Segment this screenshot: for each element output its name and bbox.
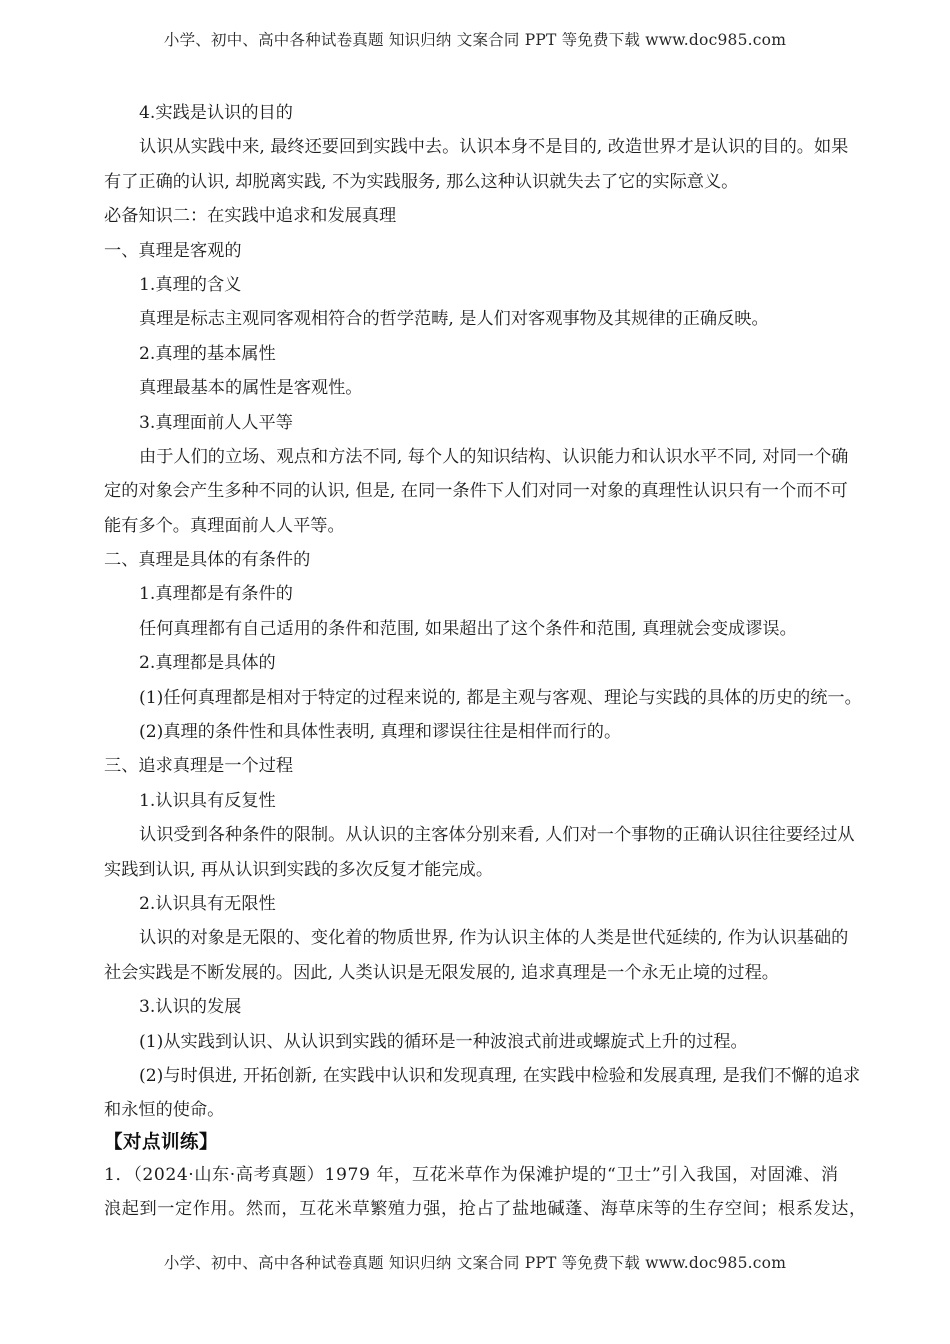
- body-line: 任何真理都有自己适用的条件和范围, 如果超出了这个条件和范围, 真理就会变成谬误。: [139, 618, 797, 639]
- body-line: 社会实践是不断发展的。因此, 人类认识是无限发展的, 追求真理是一个永无止境的过程。: [104, 962, 779, 983]
- body-line: 三、追求真理是一个过程: [104, 756, 294, 777]
- body-line: 真理是标志主观同客观相符合的哲学范畴, 是人们对客观事物及其规律的正确反映。: [139, 309, 769, 330]
- body-line: 1.真理都是有条件的: [139, 584, 293, 605]
- body-line: 二、真理是具体的有条件的: [104, 550, 311, 571]
- body-line: (2)真理的条件性和具体性表明, 真理和谬误往往是相伴而行的。: [139, 722, 622, 743]
- body-line: 真理最基本的属性是客观性。: [139, 378, 363, 399]
- body-line: 3.认识的发展: [139, 997, 242, 1018]
- body-line: 必备知识二：在实践中追求和发展真理: [104, 206, 397, 227]
- body-line: 认识受到各种条件的限制。从认识的主客体分别来看, 人们对一个事物的正确认识往往要经过从: [139, 825, 855, 846]
- question-line: 1．（2024·山东·高考真题）1979 年，互花米草作为保滩护堤的“卫士”引入我国，对固滩、消: [104, 1164, 839, 1185]
- drill-section-heading: 【对点训练】: [104, 1131, 219, 1153]
- document-body: [104, 96, 867, 1227]
- body-line: 实践到认识, 再从认识到实践的多次反复才能完成。: [104, 859, 494, 880]
- body-line: 4.实践是认识的目的: [139, 103, 293, 123]
- body-line: 2.认识具有无限性: [139, 893, 276, 914]
- body-line: 能有多个。真理面前人人平等。: [104, 515, 345, 536]
- body-line: 认识从实践中来, 最终还要回到实践中去。认识本身不是目的, 改造世界才是认识的目的。如果: [139, 137, 849, 158]
- body-line: 3.真理面前人人平等: [139, 412, 293, 433]
- body-line: (1)任何真理都是相对于特定的过程来说的, 都是主观与客观、理论与实践的具体的历史的统一。: [139, 687, 862, 708]
- body-line: 1.真理的含义: [139, 274, 242, 295]
- body-line: 认识的对象是无限的、变化着的物质世界, 作为认识主体的人类是世代延续的, 作为认识基础的: [139, 928, 849, 949]
- running-foot: 小学、初中、高中各种试卷真题 知识归纳 文案合同 PPT 等免费下载 www.doc985.com: [163, 1254, 787, 1272]
- body-line: 1.认识具有反复性: [139, 790, 276, 811]
- body-line: 一、真理是客观的: [104, 240, 242, 261]
- body-line: 由于人们的立场、观点和方法不同, 每个人的知识结构、认识能力和认识水平不同, 对同一个确: [139, 446, 849, 467]
- body-line: (1)从实践到认识、从认识到实践的循环是一种波浪式前进或螺旋式上升的过程。: [139, 1031, 748, 1052]
- question-line: 浪起到一定作用。然而，互花米草繁殖力强，抢占了盐地碱蓬、海草床等的生存空间；根系发达，: [104, 1199, 867, 1220]
- body-line: (2)与时俱进, 开拓创新, 在实践中认识和发现真理, 在实践中检验和发展真理, 是我们不懈的追求: [139, 1065, 861, 1086]
- body-line: 2.真理的基本属性: [139, 343, 276, 364]
- body-line: 有了正确的认识, 却脱离实践, 不为实践服务, 那么这种认识就失去了它的实际意义。: [104, 171, 739, 192]
- body-line: 定的对象会产生多种不同的认识, 但是, 在同一条件下人们对同一对象的真理性认识只有一个而不可: [104, 481, 848, 502]
- running-head: 小学、初中、高中各种试卷真题 知识归纳 文案合同 PPT 等免费下载 www.doc985.com: [163, 31, 787, 49]
- body-line: 2.真理都是具体的: [139, 653, 276, 674]
- body-line: 和永恒的使命。: [104, 1100, 225, 1121]
